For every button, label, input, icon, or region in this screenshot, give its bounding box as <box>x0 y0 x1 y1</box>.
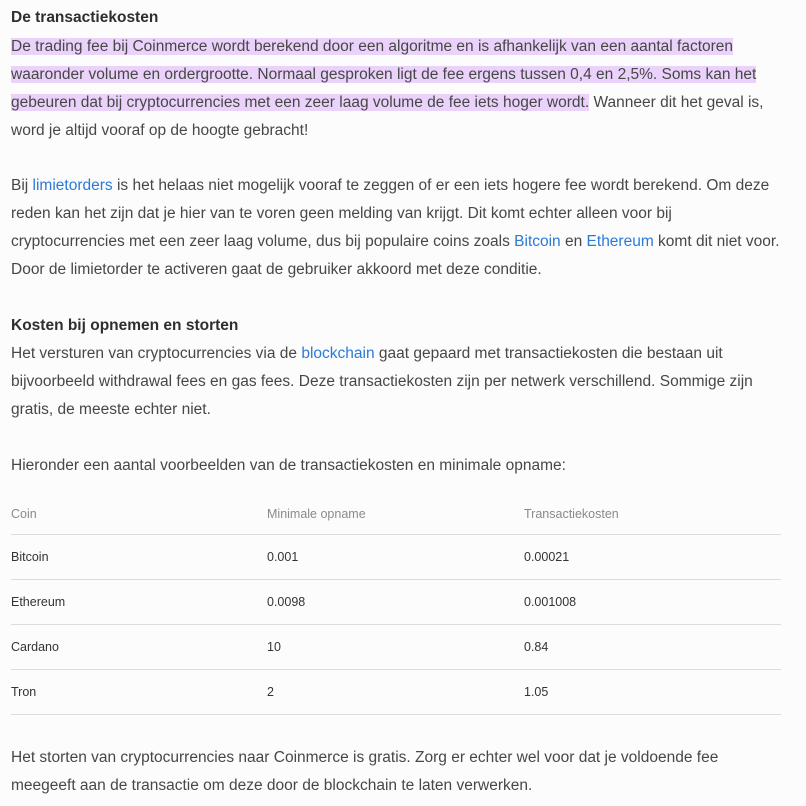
header-transactiekosten: Transactiekosten <box>524 494 781 535</box>
paragraph-versturen <box>11 340 786 424</box>
link-ethereum[interactable]: Ethereum <box>586 233 654 250</box>
table-row <box>11 670 781 715</box>
link-limietorders[interactable]: limietorders <box>32 177 113 194</box>
table-row <box>11 625 781 670</box>
header-coin: Coin <box>11 494 267 535</box>
paragraph-text: is het helaas niet mogelijk vooraf te zeggen of er een iets hogere fee wordt berekend. Om deze reden kan het zijn dat je hier van te voren geen melding van krijgt. Dit komt echter alleen voor bij cryptocurrencies met een zeer laag volume, dus bij populaire coins zoals <box>11 177 770 250</box>
cell-minimale-opname: 10 <box>267 625 524 670</box>
table-row <box>11 535 781 580</box>
table-header-row <box>11 494 781 535</box>
cell-coin: Bitcoin <box>11 535 267 580</box>
cell-transactiekosten: 0.84 <box>524 625 781 670</box>
paragraph-text: gaat gepaard met transactiekosten die bestaan uit bijvoorbeeld withdrawal fees en gas fees. Deze transactiekosten zijn per netwerk verschillend. Sommige zijn gratis, de meeste echter niet. <box>11 345 753 418</box>
cell-minimale-opname: 0.0098 <box>267 580 524 625</box>
cell-transactiekosten: 1.05 <box>524 670 781 715</box>
cell-transactiekosten: 0.00021 <box>524 535 781 580</box>
link-bitcoin[interactable]: Bitcoin <box>514 233 561 250</box>
cell-coin: Cardano <box>11 625 267 670</box>
cell-coin: Tron <box>11 670 267 715</box>
header-minimale-opname: Minimale opname <box>267 494 524 535</box>
paragraph-limietorders <box>11 172 786 284</box>
highlighted-text: De trading fee bij Coinmerce wordt berekend door een algoritme en is afhankelijk van een aantal factoren waaronder volume en ordergrootte. Normaal gesproken ligt de fee ergens tussen 0,4 en 2,5%. Soms kan het gebeuren dat bij cryptocurrencies met een zeer laag volume de fee iets hoger wordt. <box>11 38 757 111</box>
cell-transactiekosten: 0.001008 <box>524 580 781 625</box>
paragraph-text: en <box>560 233 587 250</box>
cell-minimale-opname: 0.001 <box>267 535 524 580</box>
paragraph-text: Het versturen van cryptocurrencies via de <box>11 345 302 362</box>
paragraph-voorbeelden: Hieronder een aantal voorbeelden van de transactiekosten en minimale opname: <box>11 457 566 474</box>
paragraph-trading-fee <box>11 33 786 145</box>
paragraph-storten: Het storten van cryptocurrencies naar Coinmerce is gratis. Zorg er echter wel voor dat je voldoende fee meegeeft aan de transactie om deze door de blockchain te laten verwerken. <box>11 749 719 794</box>
table-row <box>11 580 781 625</box>
paragraph-text: Wanneer dit het geval is, word je altijd vooraf op de hoogte gebracht! <box>11 94 764 139</box>
fees-table <box>11 494 781 715</box>
cell-coin: Ethereum <box>11 580 267 625</box>
section-heading-transactiekosten: De transactiekosten <box>11 9 159 26</box>
paragraph-text: Bij <box>11 177 33 194</box>
cell-minimale-opname: 2 <box>267 670 524 715</box>
paragraph-text: komt dit niet voor. Door de limietorder te activeren gaat de gebruiker akkoord met deze conditie. <box>11 233 780 278</box>
link-blockchain[interactable]: blockchain <box>301 345 375 362</box>
section-heading-kosten: Kosten bij opnemen en storten <box>11 317 239 334</box>
